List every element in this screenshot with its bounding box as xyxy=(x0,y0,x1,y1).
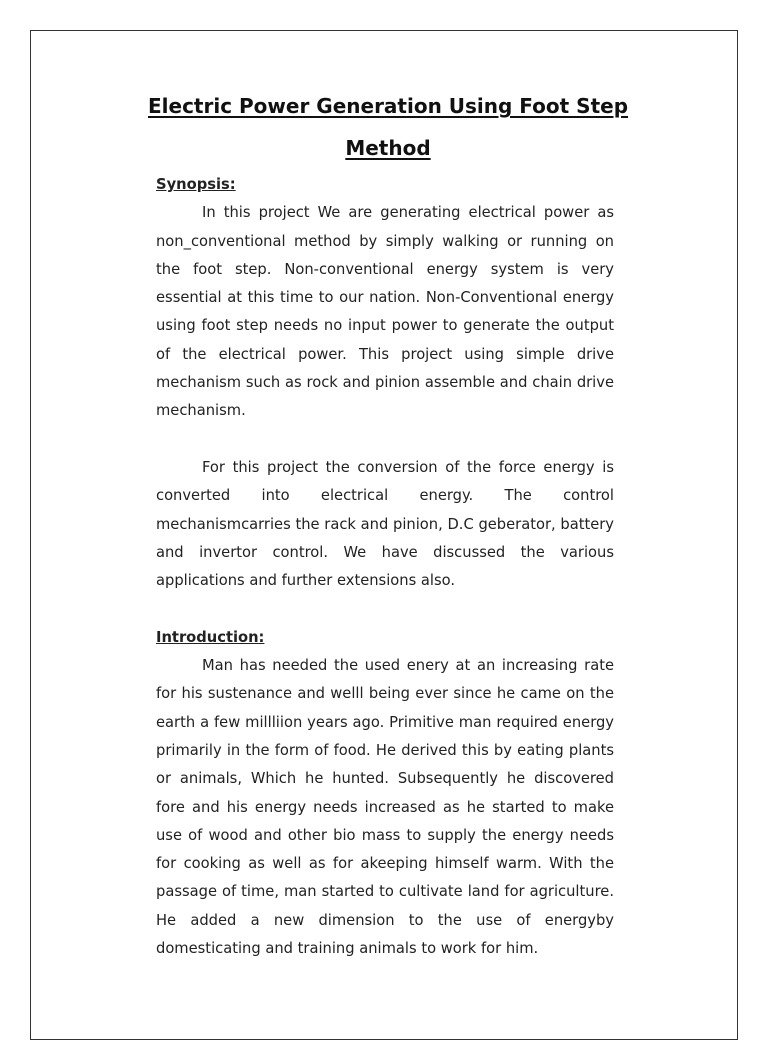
title-line-1: Electric Power Generation Using Foot Step xyxy=(147,94,629,118)
document-body xyxy=(156,171,614,963)
paragraph-gap xyxy=(156,595,614,623)
introduction-heading: Introduction: xyxy=(156,628,265,646)
title-line-2: Method xyxy=(345,136,431,160)
synopsis-paragraph-2: For this project the conversion of the force energy is converted into electrical energy. The control mechanismcarries the rack and pinion, D.C geberator, battery and invertor control. We have discussed the various applications and further extensions also. xyxy=(156,458,614,590)
paragraph-gap xyxy=(156,426,614,454)
synopsis-paragraph-1: In this project We are generating electrical power as non_conventional method by simply walking or running on the foot step. Non-conventional energy system is very essential at this time to our nation. Non-Conventional energy using foot step needs no input power to generate the output of the electrical power. This project using simple drive mechanism such as rock and pinion assemble and chain drive mechanism. xyxy=(156,204,614,420)
synopsis-heading: Synopsis: xyxy=(156,176,236,193)
introduction-paragraph-1: Man has needed the used enery at an increasing rate for his sustenance and welll being ever since he came on the earth a few millliion years ago. Primitive man required energy primarily in the form of food. He derived this by eating plants or animals, Which he hunted. Subsequently he discovered fore and his energy needs increased as he started to make use of wood and other bio mass to supply the energy needs for cooking as well as for akeeping himself warm. With the passage of time, man started to cultivate land for agriculture. He added a new dimension to the use of energyby domesticating and training animals to work for him. xyxy=(156,657,614,958)
document-title xyxy=(123,85,653,169)
document-page xyxy=(30,30,738,1040)
